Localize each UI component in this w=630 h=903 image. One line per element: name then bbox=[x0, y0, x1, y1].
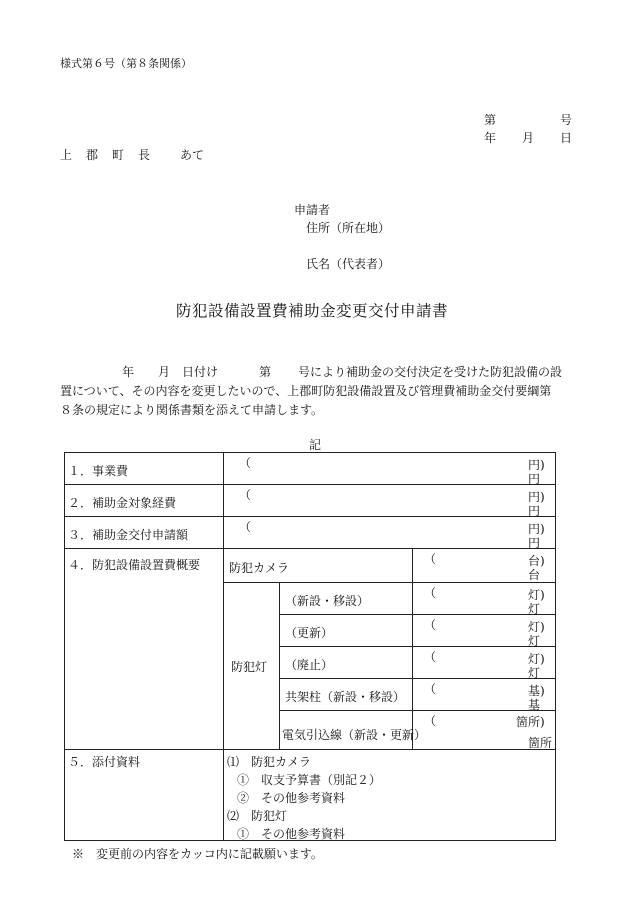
light-item-2-unit: 灯 bbox=[528, 634, 541, 648]
light-item-3-paren-open: （ bbox=[424, 650, 437, 664]
footnote: ※ 変更前の内容をカッコ内に記載願います。 bbox=[72, 847, 323, 861]
row-3-label: ３．補助金交付申請額 bbox=[68, 528, 189, 542]
form-number: 様式第６号（第８条関係） bbox=[60, 57, 192, 70]
light-item-5-label: 電気引込線（新設・更新） bbox=[282, 728, 427, 742]
row-3-unit-paren: 円) bbox=[528, 522, 545, 536]
attach-item-5: ① その他参考資料 bbox=[237, 827, 346, 841]
attach-item-1: ⑴ 防犯カメラ bbox=[227, 755, 312, 769]
row-2-paren-open: （ bbox=[239, 488, 252, 502]
row-1-unit-paren: 円) bbox=[528, 458, 545, 472]
light-item-2-label: （更新） bbox=[285, 626, 334, 640]
applicant-name: 氏名（代表者） bbox=[306, 257, 391, 271]
body-date: 年 月 日付け bbox=[122, 365, 219, 379]
light-item-2-paren-open: （ bbox=[424, 618, 437, 632]
attach-label: ５．添付資料 bbox=[68, 755, 141, 769]
camera-unit: 台 bbox=[528, 568, 541, 582]
body-line2: 置について、その内容を変更したいので、上郡町防犯設備設置及び管理費補助金交付要綱第 bbox=[60, 384, 552, 398]
camera-label: 防犯カメラ bbox=[229, 561, 290, 575]
light-item-4-label: 共架柱（新設・移設） bbox=[285, 690, 406, 704]
light-item-3-label: （廃止） bbox=[285, 658, 334, 672]
attach-item-3: ② その他参考資料 bbox=[237, 791, 346, 805]
attach-item-2: ① 収支予算書（別記２） bbox=[237, 773, 382, 787]
light-item-1-paren-open: （ bbox=[424, 586, 437, 600]
light-item-3-unit: 灯 bbox=[528, 666, 541, 680]
light-item-4-paren-open: （ bbox=[424, 682, 437, 696]
date-month: 月 bbox=[522, 131, 535, 145]
body-line3: ８条の規定により関係書類を添えて申請します。 bbox=[60, 403, 324, 417]
light-item-1-unit: 灯 bbox=[528, 602, 541, 616]
addressee-suffix: あて bbox=[180, 148, 205, 162]
body-line1: 号により補助金の交付決定を受けた防犯設備の設 bbox=[298, 365, 563, 379]
light-item-4-unit: 基 bbox=[528, 698, 541, 712]
light-item-3-unit-paren: 灯) bbox=[528, 652, 545, 666]
light-item-1-label: （新設・移設） bbox=[285, 594, 370, 608]
row-2-unit: 円 bbox=[528, 504, 541, 518]
overview-label: ４．防犯設備設置費概要 bbox=[68, 558, 201, 572]
row-3-paren-open: （ bbox=[239, 520, 252, 534]
light-item-5-unit: 箇所 bbox=[528, 736, 553, 750]
row-3-unit: 円 bbox=[528, 536, 541, 550]
attach-item-4: ⑵ 防犯灯 bbox=[227, 809, 288, 823]
light-item-5-unit-paren: 箇所) bbox=[516, 715, 545, 729]
addressee-name: 上郡町長 bbox=[60, 148, 165, 162]
document-title: 防犯設備設置費補助金変更交付申請書 bbox=[176, 302, 449, 320]
light-item-4-unit-paren: 基) bbox=[528, 684, 545, 698]
row-1-unit: 円 bbox=[528, 472, 541, 486]
camera-paren-open: （ bbox=[424, 552, 437, 566]
row-1-paren-open: （ bbox=[239, 456, 252, 470]
date-day: 日 bbox=[560, 131, 573, 145]
row-2-label: ２．補助金対象経費 bbox=[68, 496, 177, 510]
light-item-5-paren-open: （ bbox=[424, 714, 437, 728]
applicant-address: 住所（所在地） bbox=[306, 221, 391, 235]
number-suffix: 号 bbox=[560, 113, 573, 127]
number-prefix: 第 bbox=[484, 113, 497, 127]
row-1-label: １．事業費 bbox=[68, 464, 129, 478]
light-item-1-unit-paren: 灯) bbox=[528, 588, 545, 602]
row-2-unit-paren: 円) bbox=[528, 490, 545, 504]
ki-heading: 記 bbox=[309, 438, 322, 452]
camera-unit-paren: 台) bbox=[528, 554, 545, 568]
applicant-label: 申請者 bbox=[294, 203, 331, 217]
light-item-2-unit-paren: 灯) bbox=[528, 620, 545, 634]
light-label: 防犯灯 bbox=[231, 660, 268, 674]
date-year: 年 bbox=[484, 131, 497, 145]
body-no: 第 bbox=[259, 365, 272, 379]
